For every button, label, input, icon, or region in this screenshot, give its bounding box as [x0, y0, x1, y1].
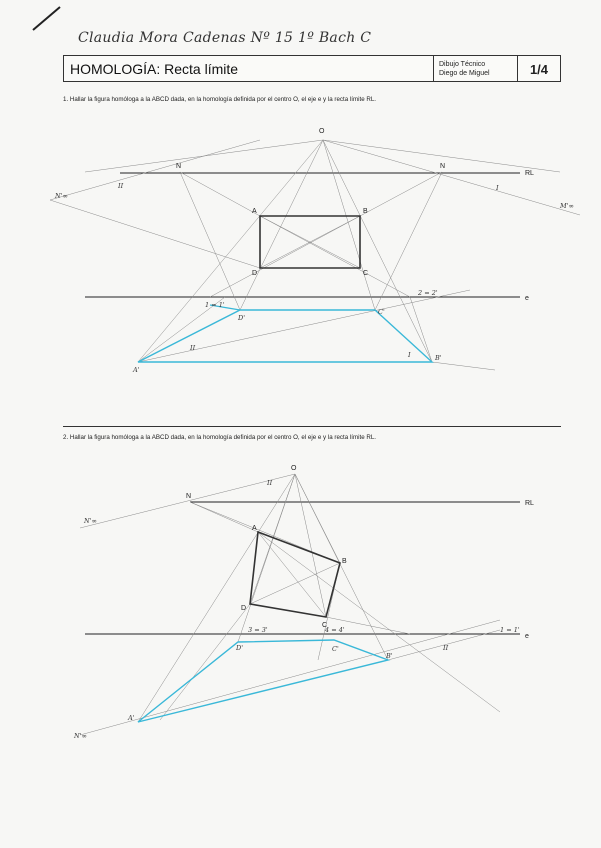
mark-parallel-3: I [408, 351, 411, 359]
label-b: B [363, 208, 368, 215]
label-e: e [525, 295, 529, 302]
label-n-infinity-top: N'∞ [84, 517, 97, 525]
mark-parallel-a: II [267, 479, 273, 487]
label-point-3: 3 = 3' [248, 626, 268, 634]
label-b-prime-2: B' [386, 652, 393, 660]
mark-parallel-4: II [190, 344, 196, 352]
label-a-2: A [252, 525, 257, 532]
exercise-1-statement: 1. Hallar la figura homóloga a la ABCD dada, en la homología definida por el centro O, el eje e y la recta límite RL. [63, 96, 376, 103]
label-c-2: C [322, 622, 328, 629]
subject-name: Dibujo Técnico [439, 61, 486, 68]
label-a-prime: A' [133, 366, 140, 374]
label-d: D [252, 270, 258, 277]
label-d-prime: D' [238, 314, 245, 322]
label-n-right: N [440, 163, 446, 170]
pen-mark [33, 7, 60, 30]
label-point-1: 1 = 1' [205, 301, 225, 309]
figure-homologous-2 [138, 640, 388, 722]
label-c-prime-2: C' [332, 645, 339, 653]
teacher-name: Diego de Miguel [439, 70, 490, 77]
mark-parallel-1: II [118, 182, 124, 190]
label-point-1-2: 1 = 1' [500, 626, 520, 634]
label-a-prime-2: A' [128, 714, 135, 722]
label-o-2: O [291, 465, 297, 472]
student-name-handwritten: Claudia Mora Cadenas Nº 15 1º Bach C [78, 30, 372, 46]
label-c-prime: C' [378, 308, 385, 316]
exercise-2-statement: 2. Hallar la figura homóloga a la ABCD dada, en la homología definida por el centro O, el eje e y la recta límite RL. [63, 434, 376, 441]
page-number: 1/4 [517, 56, 560, 81]
label-rl-2: RL [525, 500, 534, 507]
exercise-1-figure [50, 128, 580, 374]
label-n-infinity: N'∞ [55, 192, 68, 200]
figure-homologous [138, 310, 432, 362]
label-n-left: N [176, 163, 182, 170]
construction-lines [50, 140, 580, 370]
label-m-infinity: M'∞ [560, 202, 574, 210]
label-rl: RL [525, 170, 534, 177]
label-o: O [319, 128, 325, 135]
label-point-4: 4 = 4' [325, 626, 345, 634]
exercise-2-figure [73, 465, 534, 740]
label-d-2: D [241, 605, 247, 612]
label-point-2: 2 = 2' [418, 289, 438, 297]
construction-lines-2 [80, 474, 500, 735]
label-n-2: N [186, 493, 192, 500]
mark-parallel-2: I [496, 184, 499, 192]
worksheet-title: HOMOLOGÍA: Recta límite [70, 61, 239, 77]
label-d-prime-2: D' [236, 644, 243, 652]
label-n-infinity-bottom: N'∞ [74, 732, 87, 740]
label-a: A [252, 208, 257, 215]
label-b-2: B [342, 558, 347, 565]
mark-parallel-b: II [443, 644, 449, 652]
label-c: C [363, 270, 369, 277]
label-b-prime: B' [435, 354, 442, 362]
label-e-2: e [525, 633, 529, 640]
